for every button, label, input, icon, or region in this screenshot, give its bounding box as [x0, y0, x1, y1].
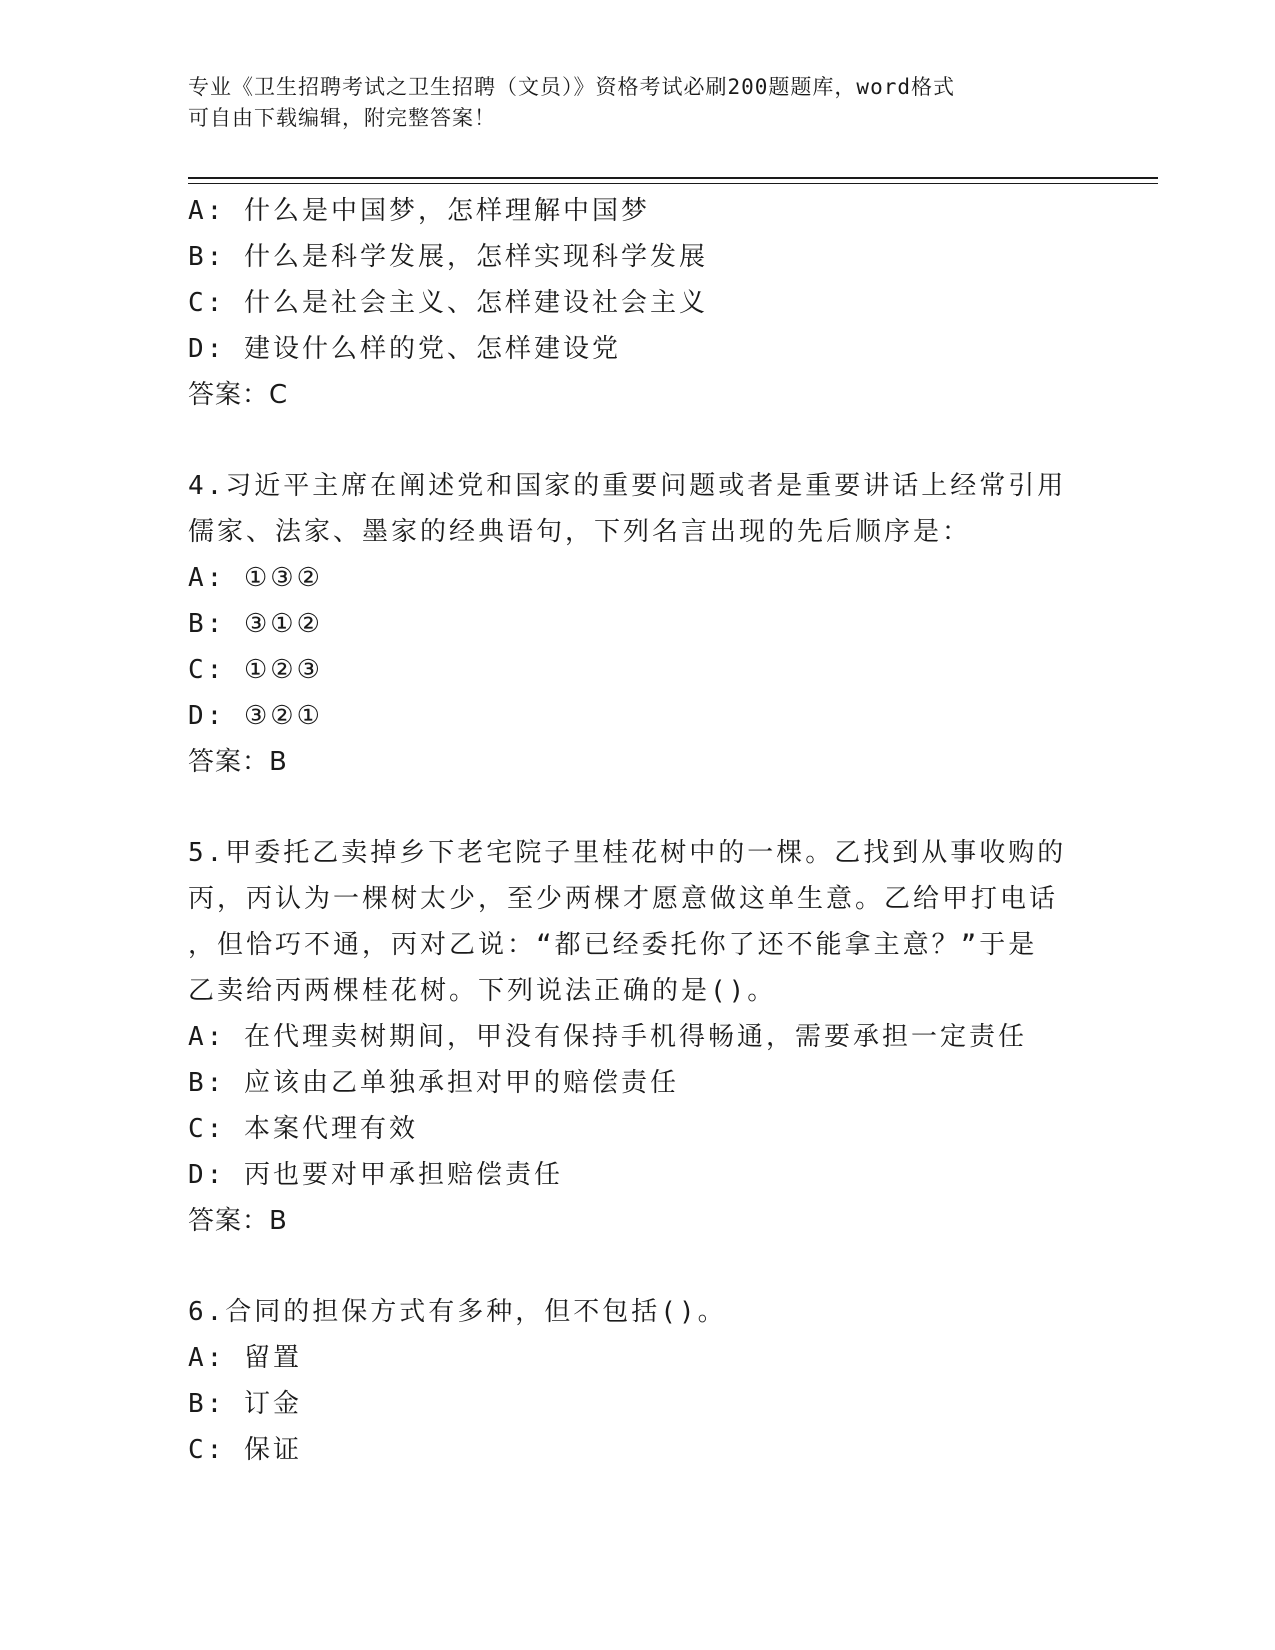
option-a: A: 留置	[188, 1343, 302, 1373]
question-stem-line: 6.合同的担保方式有多种，但不包括()。	[188, 1297, 727, 1327]
spacer	[188, 418, 1088, 463]
option-c: C: ①②③	[188, 655, 323, 685]
question-stem-line: 乙卖给丙两棵桂花树。下列说法正确的是()。	[188, 976, 777, 1006]
option-d: D: 丙也要对甲承担赔偿责任	[188, 1160, 563, 1190]
spacer	[188, 785, 1088, 830]
header-divider-thin	[188, 183, 1158, 184]
option-a: A: 什么是中国梦，怎样理解中国梦	[188, 196, 650, 226]
question-5	[188, 830, 1088, 1244]
question-stem-line: 4.习近平主席在阐述党和国家的重要问题或者是重要讲话上经常引用	[188, 471, 1067, 501]
question-stem-line: 儒家、法家、墨家的经典语句，下列名言出现的先后顺序是：	[188, 517, 972, 547]
question-stem-line: ，但恰巧不通，丙对乙说：“都已经委托你了还不能拿主意？”于是	[188, 930, 1038, 960]
option-a: A: ①③②	[188, 563, 323, 593]
answer: 答案：C	[188, 380, 289, 410]
question-3	[188, 188, 1088, 418]
answer: 答案：B	[188, 747, 288, 777]
option-a: A: 在代理卖树期间，甲没有保持手机得畅通，需要承担一定责任	[188, 1022, 1027, 1052]
option-b: B: 什么是科学发展，怎样实现科学发展	[188, 242, 708, 272]
option-b: B: 订金	[188, 1389, 302, 1419]
option-c: C: 保证	[188, 1435, 302, 1465]
option-c: C: 本案代理有效	[188, 1114, 418, 1144]
question-6	[188, 1289, 1088, 1473]
answer: 答案：B	[188, 1206, 288, 1236]
header-divider-thick	[188, 177, 1158, 179]
document-header	[188, 72, 1088, 134]
header-line-1: 专业《卫生招聘考试之卫生招聘（文员）》资格考试必刷200题题库，word格式	[188, 75, 955, 99]
question-stem-line: 丙，丙认为一棵树太少，至少两棵才愿意做这单生意。乙给甲打电话	[188, 884, 1059, 914]
option-d: D: ③②①	[188, 701, 323, 731]
question-stem-line: 5.甲委托乙卖掉乡下老宅院子里桂花树中的一棵。乙找到从事收购的	[188, 838, 1067, 868]
option-c: C: 什么是社会主义、怎样建设社会主义	[188, 288, 708, 318]
option-b: B: 应该由乙单独承担对甲的赔偿责任	[188, 1068, 679, 1098]
header-line-2: 可自由下载编辑，附完整答案！	[188, 106, 496, 130]
spacer	[188, 1244, 1088, 1289]
question-4	[188, 463, 1088, 785]
question-content	[188, 188, 1088, 1473]
option-b: B: ③①②	[188, 609, 323, 639]
option-d: D: 建设什么样的党、怎样建设党	[188, 334, 621, 364]
